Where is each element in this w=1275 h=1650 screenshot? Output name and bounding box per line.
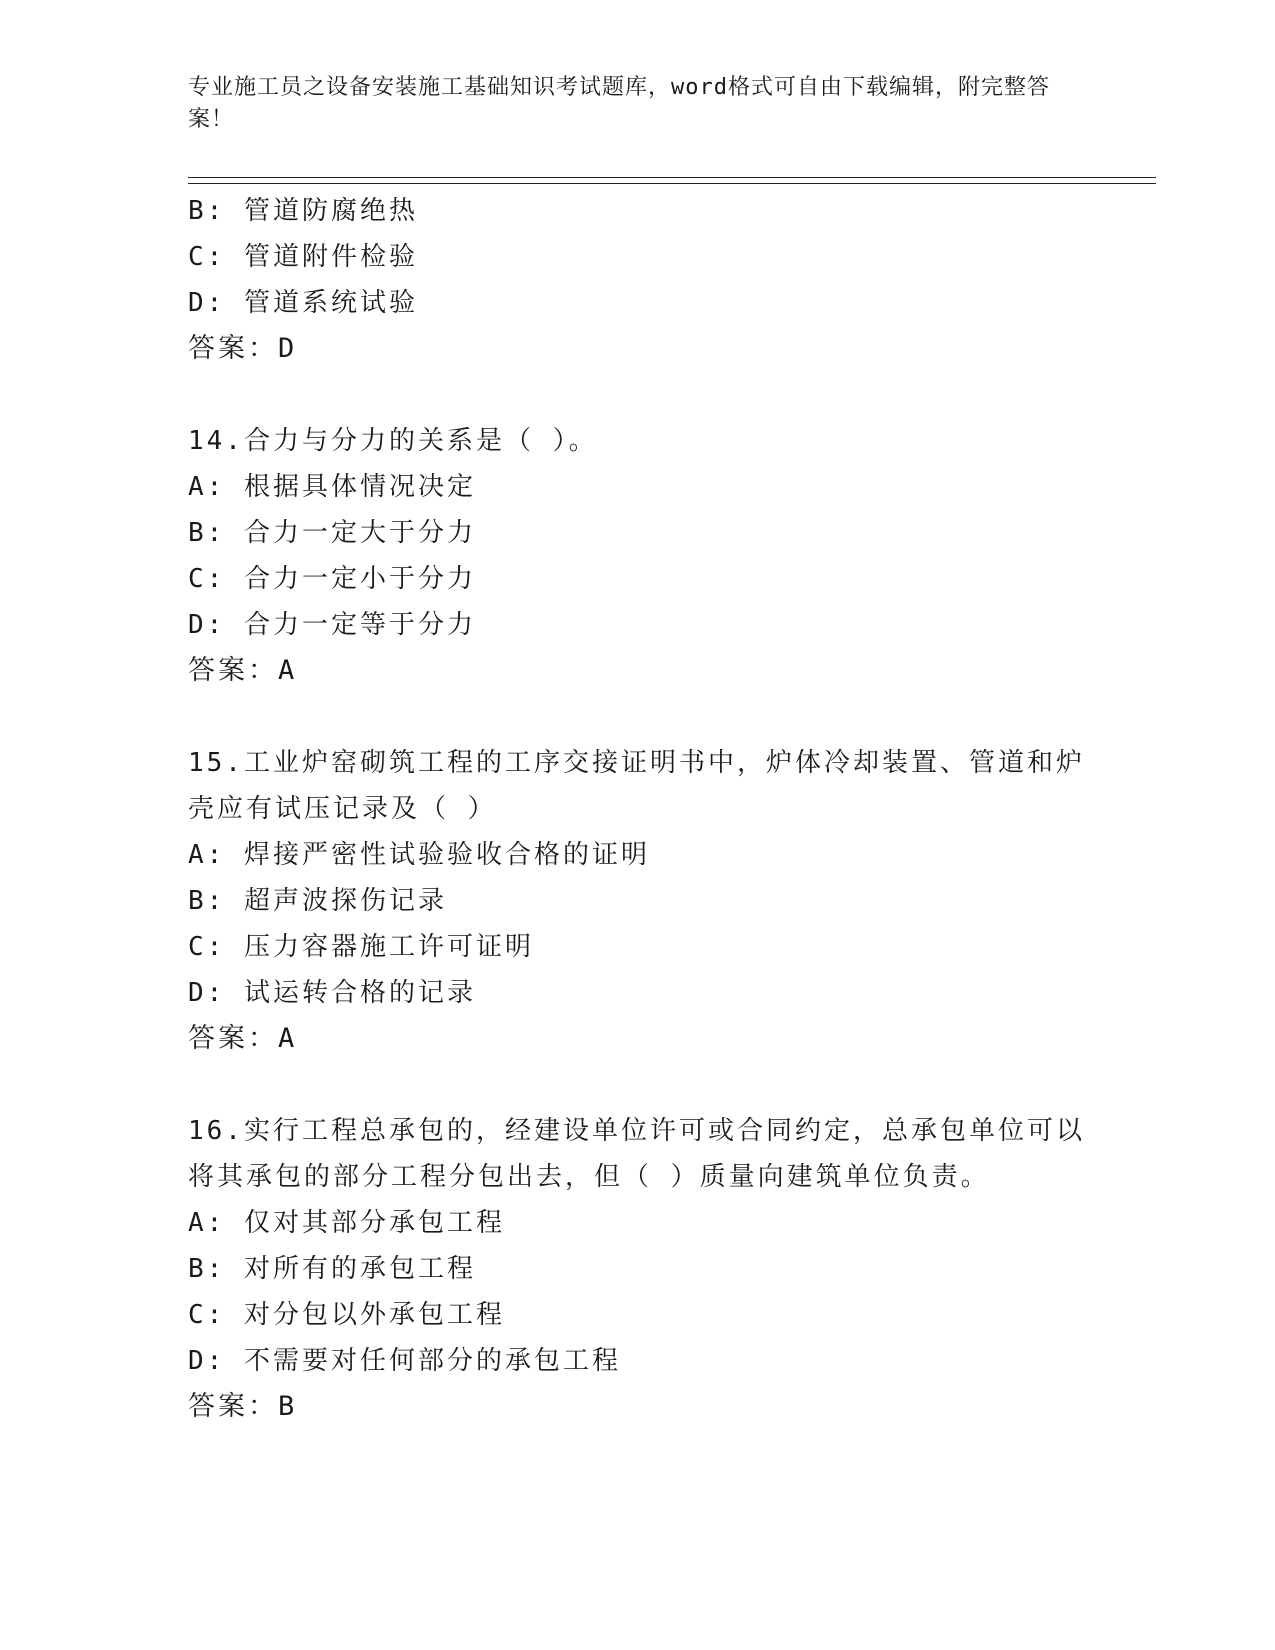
option-line: B: 超声波探伤记录 bbox=[188, 886, 447, 916]
question-stem: 16.实行工程总承包的，经建设单位许可或合同约定，总承包单位可以 bbox=[188, 1116, 1085, 1146]
question-stem-continued: 将其承包的部分工程分包出去，但（ ）质量向建筑单位负责。 bbox=[188, 1162, 990, 1192]
option-line: C: 压力容器施工许可证明 bbox=[188, 932, 534, 962]
option-line: D: 不需要对任何部分的承包工程 bbox=[188, 1346, 621, 1376]
option-line: B: 对所有的承包工程 bbox=[188, 1254, 476, 1284]
option-line: A: 根据具体情况决定 bbox=[188, 472, 476, 502]
option-line: C: 管道附件检验 bbox=[188, 242, 418, 272]
question-block bbox=[188, 418, 1088, 694]
option-line: A: 焊接严密性试验验收合格的证明 bbox=[188, 840, 650, 870]
answer-line: 答案：A bbox=[188, 1023, 298, 1054]
option-line: D: 合力一定等于分力 bbox=[188, 610, 476, 640]
option-line: B: 管道防腐绝热 bbox=[188, 196, 418, 226]
answer-line: 答案：A bbox=[188, 655, 298, 686]
option-line: C: 对分包以外承包工程 bbox=[188, 1300, 505, 1330]
question-stem-continued: 壳应有试压记录及（ ） bbox=[188, 794, 497, 824]
question-body bbox=[188, 188, 1088, 1430]
option-line: D: 试运转合格的记录 bbox=[188, 978, 476, 1008]
question-stem: 14.合力与分力的关系是（ ）。 bbox=[188, 426, 598, 456]
question-stem: 15.工业炉窑砌筑工程的工序交接证明书中，炉体冷却装置、管道和炉 bbox=[188, 748, 1085, 778]
header-rule-bottom bbox=[188, 183, 1156, 184]
question-block bbox=[188, 740, 1088, 1062]
option-line: B: 合力一定大于分力 bbox=[188, 518, 476, 548]
header-rule-top bbox=[188, 177, 1156, 178]
answer-line: 答案：B bbox=[188, 1391, 298, 1422]
page-header: 专业施工员之设备安装施工基础知识考试题库，word格式可自由下载编辑，附完整答案！ bbox=[188, 75, 1050, 132]
option-line: A: 仅对其部分承包工程 bbox=[188, 1208, 505, 1238]
question-block bbox=[188, 1108, 1088, 1430]
answer-line: 答案：D bbox=[188, 333, 298, 364]
option-line: D: 管道系统试验 bbox=[188, 288, 418, 318]
option-line: C: 合力一定小于分力 bbox=[188, 564, 476, 594]
